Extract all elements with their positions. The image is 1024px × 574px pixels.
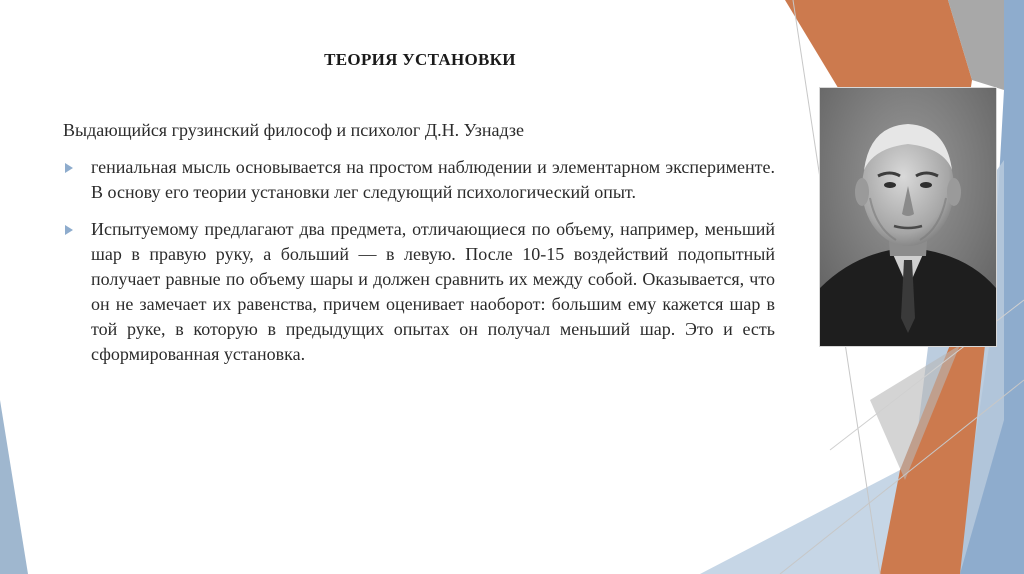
left-blue-wedge	[0, 400, 28, 574]
slide-title: ТЕОРИЯ УСТАНОВКИ	[324, 50, 516, 69]
bullet-item	[63, 217, 775, 367]
bullet-text: гениальная мысль основывается на простом наблюдении и элементарном эксперименте. В основу его теории установки лег следующий психологический опыт.	[91, 157, 775, 202]
triangle-bullet-icon	[65, 163, 73, 173]
bullet-item	[63, 155, 775, 205]
intro-text: Выдающийся грузинский философ и психолог Д.Н. Узнадзе	[63, 120, 524, 140]
bullet-list	[63, 155, 775, 379]
portrait-photo	[820, 88, 996, 346]
bullet-text: Испытуемому предлагают два предмета, отличающиеся по объему, например, меньший шар в правую руку, а больший — в левую. После 10-15 воздействий подопытный получает равные по объему шары и должен сравнить их между собой. Оказывается, что он не замечает их равенства, причем оценивает наоборот: большим ему кажется шар в той руке, в которую в предыдущих опытах он получал меньший шар. Это и есть сформированная установка.	[91, 219, 775, 364]
triangle-bullet-icon	[65, 225, 73, 235]
